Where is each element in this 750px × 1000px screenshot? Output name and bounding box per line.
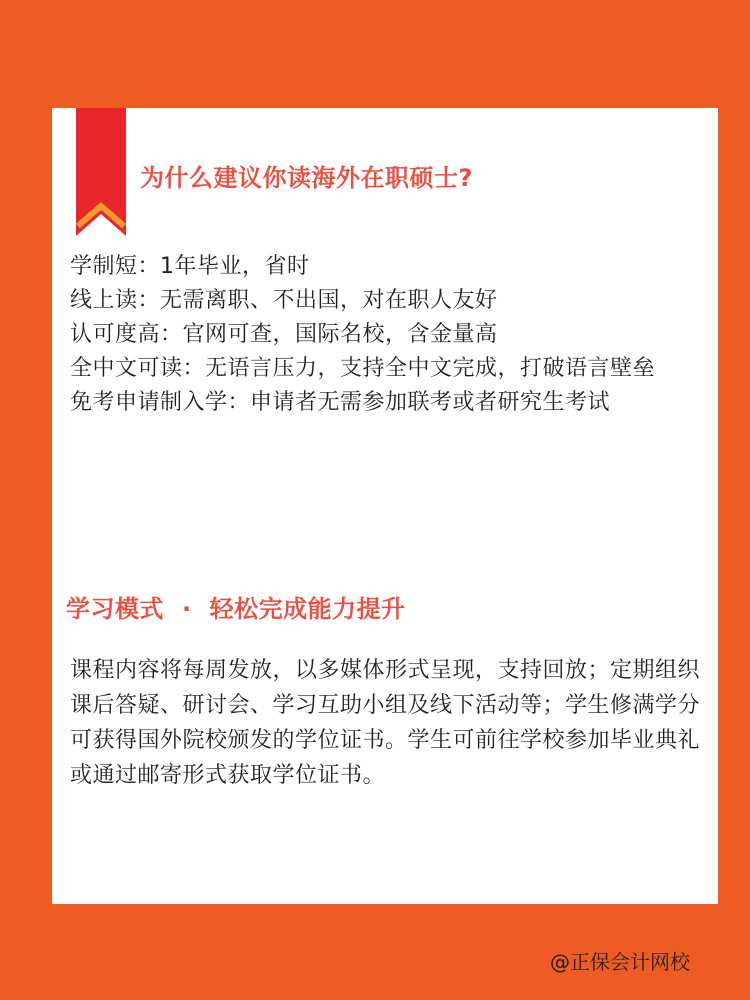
brand-watermark: @正保会计网校: [550, 950, 690, 974]
subtitle-left: 学习模式: [66, 595, 164, 623]
list-item: 全中文可读：无语言压力，支持全中文完成，打破语言壁垒: [70, 356, 656, 381]
subtitle-right: 轻松完成能力提升: [209, 595, 406, 623]
section-subtitle: [66, 589, 406, 624]
list-item: 学制短：1年毕业，省时: [70, 254, 310, 279]
list-item: 线上读：无需离职、不出国，对在职人友好: [70, 288, 498, 313]
content-card: [52, 108, 718, 904]
ribbon-bookmark-icon: [76, 108, 126, 238]
list-item: 认可度高：官网可查，国际名校，含金量高: [70, 322, 498, 347]
list-item: 免考申请制入学：申请者无需参加联考或者研究生考试: [70, 390, 611, 415]
subtitle-separator: ·: [182, 595, 192, 623]
page-title: 为什么建议你读海外在职硕士?: [140, 164, 473, 192]
description-paragraph: 课程内容将每周发放，以多媒体形式呈现，支持回放；定期组织课后答疑、研讨会、学习互助小组及线下活动等；学生修满学分可获得国外院校颁发的学位证书。学生可前往学校参加毕业典礼或通过邮寄形式获取学位证书。: [70, 658, 701, 788]
benefit-list: [70, 250, 700, 420]
